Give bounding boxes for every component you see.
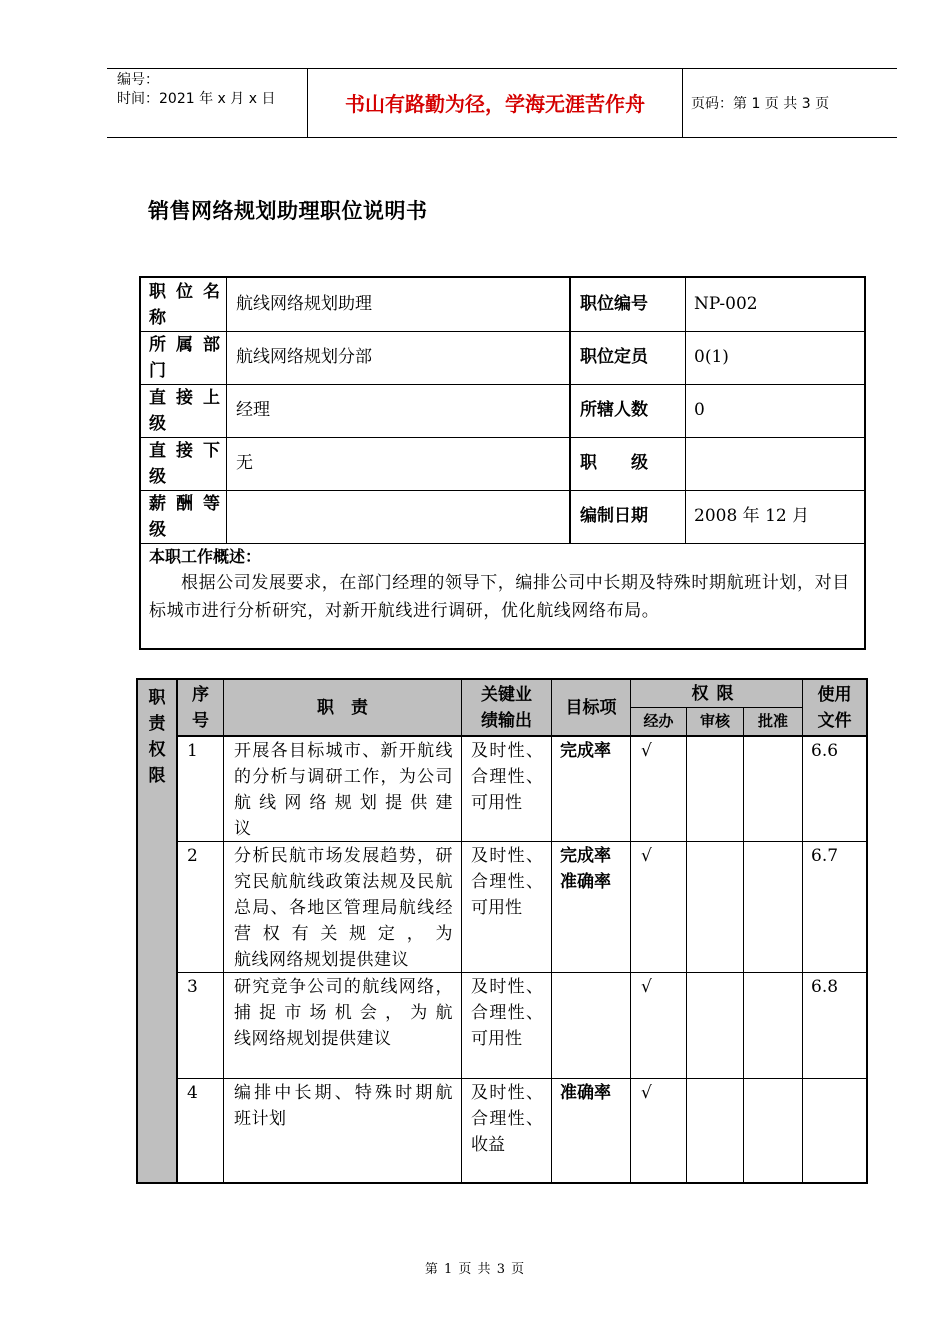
side-char: 限: [148, 766, 166, 786]
info-label-2: 职位定员: [571, 331, 686, 384]
info-value-2: 2008 年 12 月: [694, 506, 810, 526]
header-perm-approve: 批准: [744, 708, 803, 737]
header-perm-review: 审核: [687, 708, 744, 737]
cell-seq: 1: [178, 737, 224, 841]
cell-perm-approve: [744, 973, 803, 1078]
info-value: [227, 490, 571, 543]
cell-key-output: 及时性、合理性、 可用性: [462, 973, 552, 1078]
header-motto: 书山有路勤为径，学海无涯苦作舟: [345, 92, 645, 116]
cell-perm-approve: [744, 1079, 803, 1184]
cell-perm-approve: [744, 737, 803, 841]
header-goal: 目标项: [552, 680, 631, 737]
header-perm-handle: 经办: [631, 708, 687, 737]
info-label: 直接上 级: [141, 384, 227, 437]
info-value-2: 0: [694, 400, 705, 420]
job-summary-heading: 本职工作概述：: [149, 547, 262, 566]
info-row: [141, 490, 864, 544]
cell-seq: 2: [178, 842, 224, 972]
job-summary: [141, 543, 864, 627]
table-row: [178, 737, 866, 842]
position-info-table: [139, 276, 866, 650]
cell-perm-review: [687, 842, 744, 972]
info-label-2: 编制日期: [571, 490, 686, 543]
duty-table: [136, 678, 868, 1184]
side-char: 权: [148, 740, 166, 760]
cell-key-output: 及时性、合理性、 可用性: [462, 842, 552, 972]
info-label-2: 所辖人数: [571, 384, 686, 437]
info-row: [141, 384, 864, 438]
cell-doc: 6.7: [811, 846, 839, 866]
header-meta-cell: [107, 69, 307, 137]
info-value-2: 0(1): [694, 347, 729, 367]
duty-grid: [178, 678, 868, 1184]
info-label-2: 职位编号: [571, 278, 686, 331]
side-char: 职: [148, 688, 166, 708]
info-label: 所属部 门: [141, 331, 227, 384]
cell-goal: 完成率: [552, 737, 631, 841]
table-row: [178, 1079, 866, 1184]
header-duty: 职 责: [224, 680, 462, 737]
cell-goal: 完成率 准确率: [552, 842, 631, 972]
cell-goal: 准确率: [552, 1079, 631, 1184]
cell-perm-handle: √: [631, 973, 687, 1078]
info-label: 薪酬等 级: [141, 490, 227, 543]
job-summary-text: 根据公司发展要求，在部门经理的领导下，编排公司中长期及特殊时期航班计划，对目标城市进行分析研究，对新开航线进行调研，优化航线网络布局。: [149, 573, 850, 621]
info-row: [141, 437, 864, 491]
header-permission: 权限: [631, 680, 803, 708]
header-seq: 序号: [178, 680, 224, 737]
side-char: 责: [148, 714, 166, 734]
info-label: 职位名 称: [141, 278, 227, 331]
cell-duty: 编排中长期、特殊时期航 班计划: [224, 1079, 462, 1184]
info-value: 航线网络规划分部: [227, 331, 571, 384]
cell-doc: 6.6: [811, 741, 839, 761]
table-row: [178, 973, 866, 1079]
cell-seq: 4: [178, 1079, 224, 1184]
info-row: [141, 331, 864, 385]
info-value-2: [686, 437, 864, 490]
page-footer: 第 1 页 共 3 页: [424, 1262, 526, 1277]
table-row: [178, 842, 866, 973]
cell-seq: 3: [178, 973, 224, 1078]
info-label: 直接下 级: [141, 437, 227, 490]
document-title: 销售网络规划助理职位说明书: [148, 199, 428, 223]
cell-duty: 分析民航市场发展趋势，研究民航航线政策法规及民航总局、各地区管理局航线经营权有关规定，为 航线网络规划提供建议: [224, 842, 462, 972]
info-value: 航线网络规划助理: [227, 278, 571, 331]
cell-perm-review: [687, 973, 744, 1078]
duty-side-label: [136, 678, 178, 1184]
header-motto-cell: [307, 69, 683, 137]
cell-goal: [552, 973, 631, 1078]
cell-perm-handle: √: [631, 737, 687, 841]
cell-perm-handle: √: [631, 842, 687, 972]
cell-doc: 6.8: [811, 977, 839, 997]
info-value: 无: [227, 437, 571, 490]
page-header: [107, 68, 897, 138]
cell-duty: 研究竞争公司的航线网络，捕捉市场机会，为航 线网络规划提供建议: [224, 973, 462, 1078]
info-value-2: NP-002: [694, 294, 758, 314]
cell-perm-handle: √: [631, 1079, 687, 1184]
header-page-label: 页码：第 1 页 共 3 页: [691, 96, 830, 112]
cell-perm-approve: [744, 842, 803, 972]
info-row: [141, 278, 864, 332]
cell-key-output: 及时性、合理性、 可用性: [462, 737, 552, 841]
header-page-cell: [683, 69, 897, 137]
cell-doc: [803, 1079, 866, 1184]
cell-perm-review: [687, 1079, 744, 1184]
cell-duty: 开展各目标城市、新开航线的分析与调研工作，为公司航线网络规划提供建 议: [224, 737, 462, 841]
doc-number-label: 编号：: [117, 72, 159, 88]
header-doc: 使用文件: [803, 680, 866, 737]
doc-time-label: 时间：2021 年 x 月 x 日: [117, 91, 276, 107]
info-value: 经理: [227, 384, 571, 437]
cell-perm-review: [687, 737, 744, 841]
info-label-2: 职 级: [571, 437, 686, 490]
header-key-output: 关键业绩输出: [462, 680, 552, 737]
cell-key-output: 及时性、合理性、 收益: [462, 1079, 552, 1184]
